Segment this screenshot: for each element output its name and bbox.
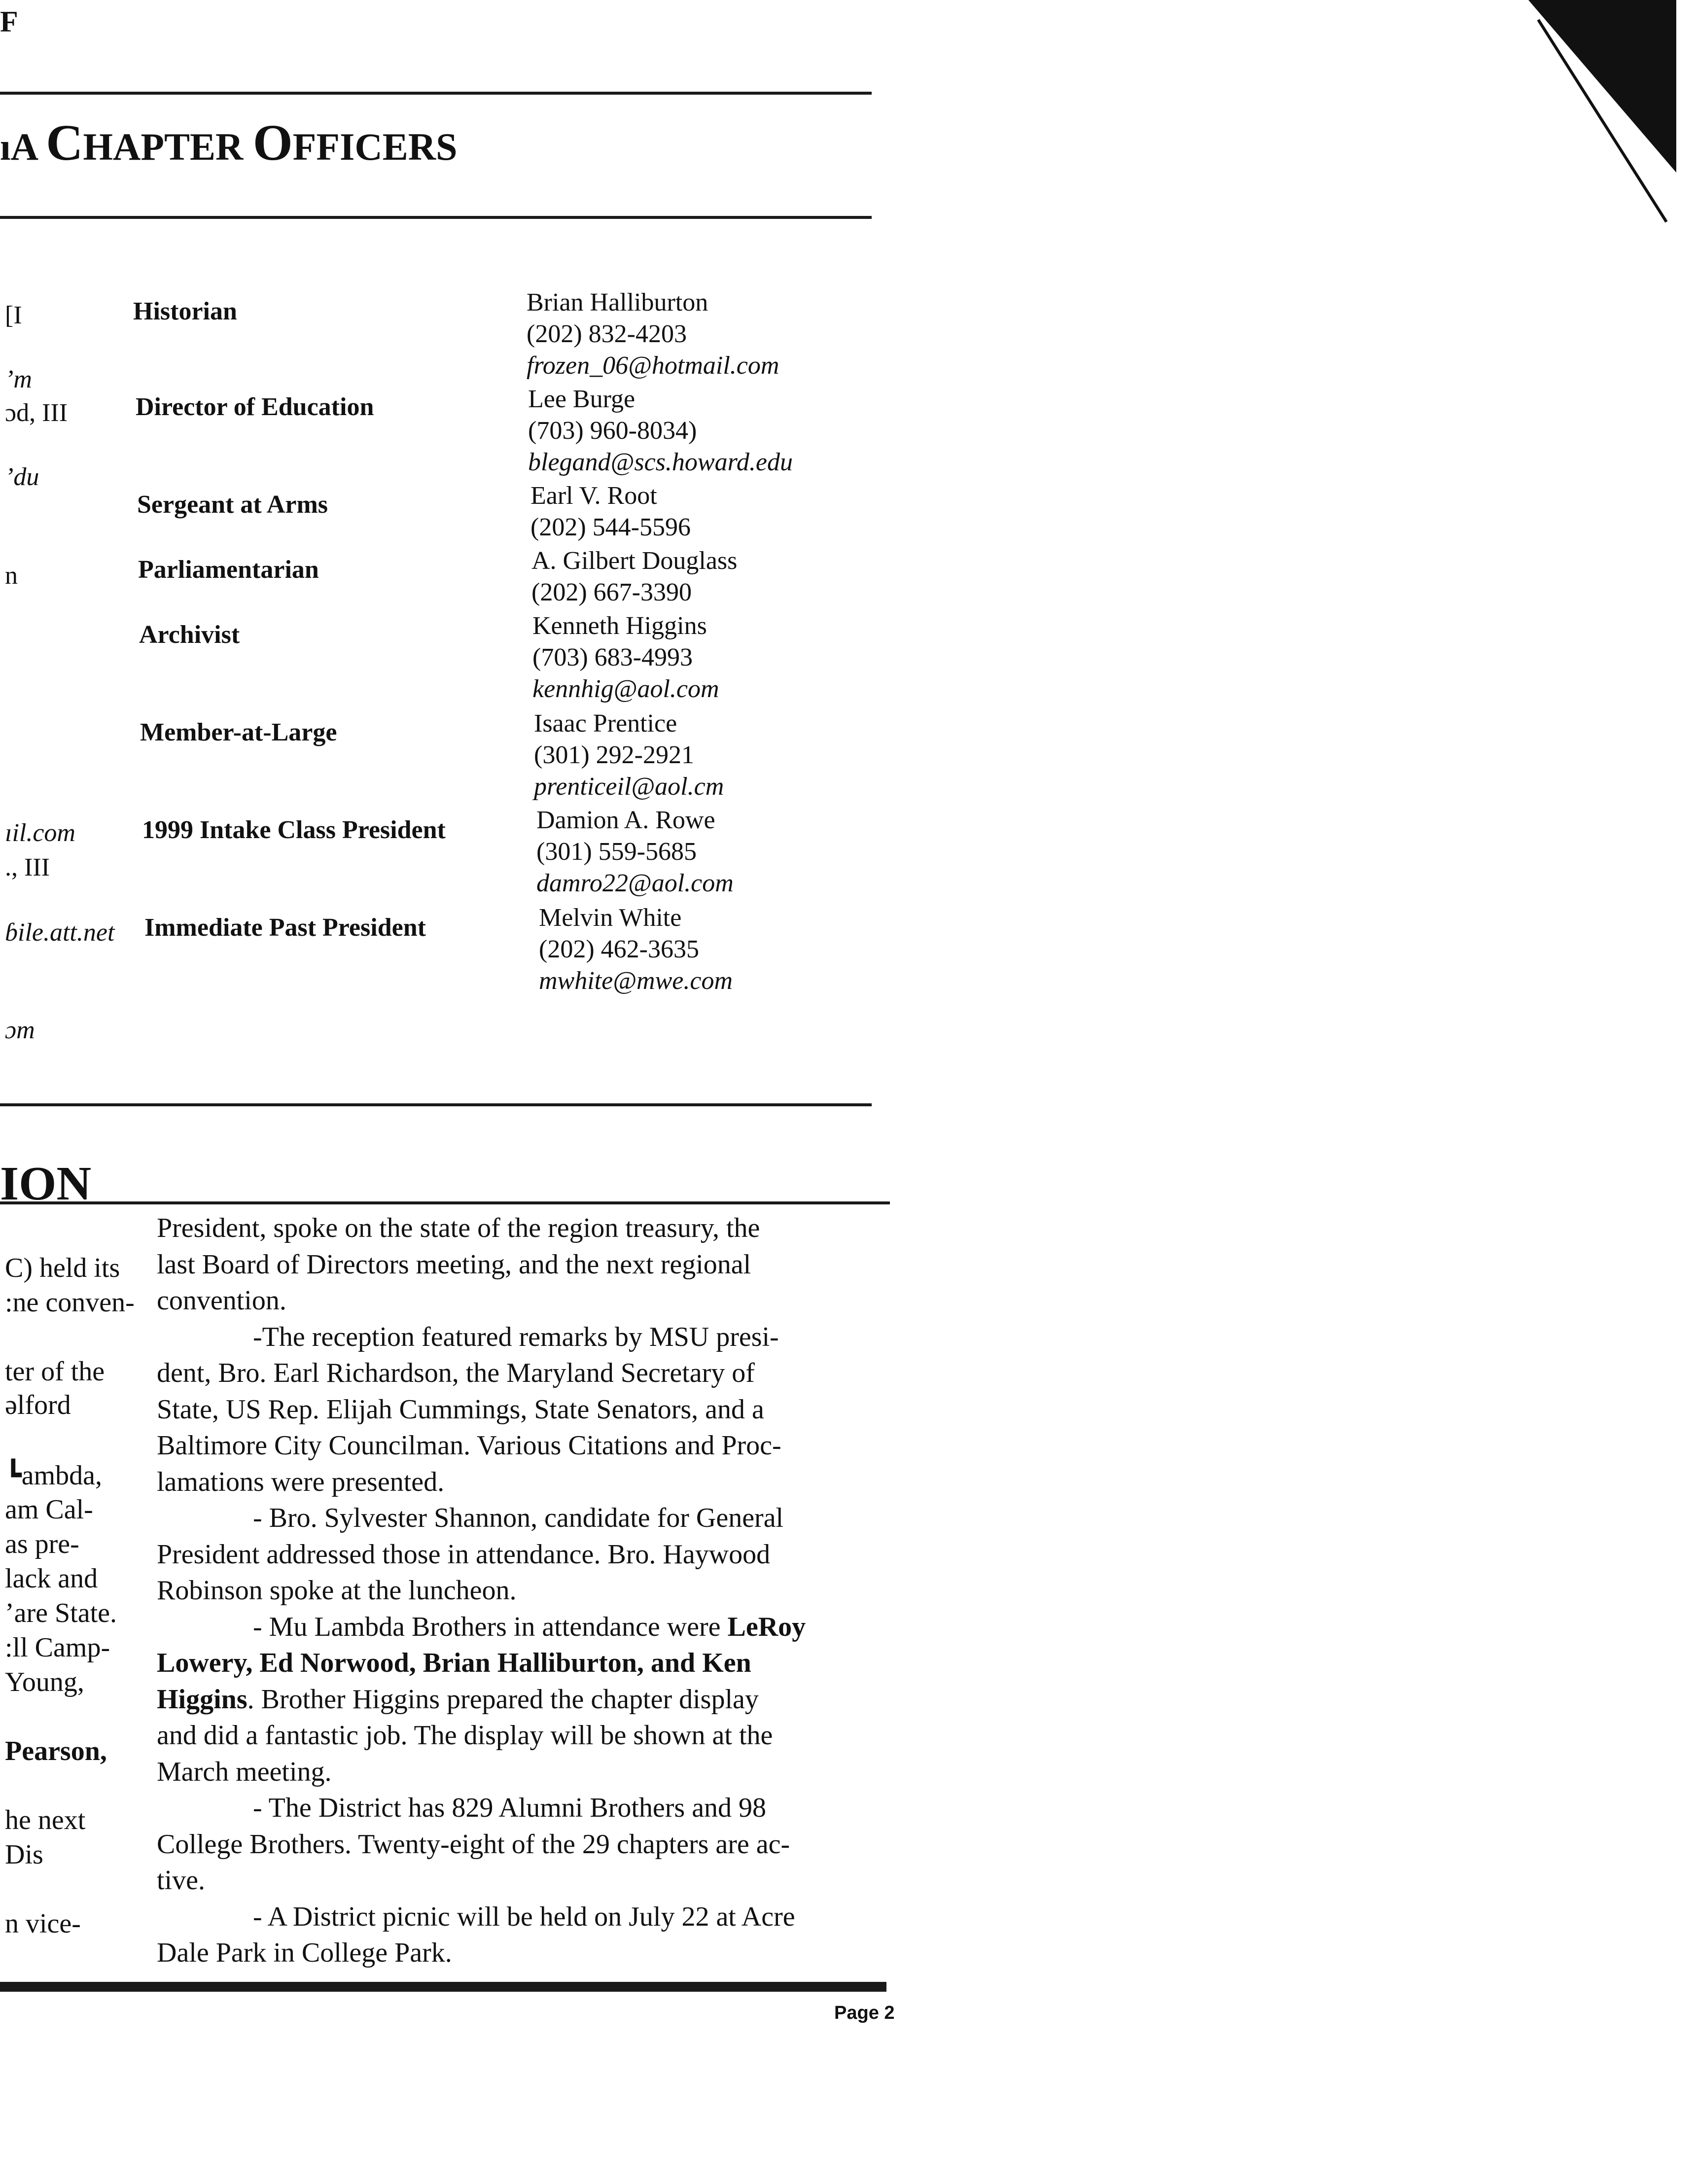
left-column-fragment: Pearson, bbox=[5, 1736, 107, 1766]
left-column-fragment: Young, bbox=[5, 1667, 84, 1697]
corner-mark: F bbox=[0, 5, 18, 38]
body-line: Dale Park in College Park. bbox=[157, 1937, 452, 1968]
title-prefix: ıA bbox=[0, 125, 36, 168]
officer-role: 1999 Intake Class President bbox=[142, 816, 446, 844]
officer-name: Lee Burge bbox=[528, 385, 636, 413]
officer-phone: (202) 544-5596 bbox=[530, 513, 691, 541]
officer-phone: (202) 462-3635 bbox=[539, 935, 699, 963]
body-line: - The District has 829 Alumni Brothers and 98 bbox=[253, 1793, 767, 1823]
article-body bbox=[157, 1210, 886, 1972]
officer-phone: (703) 683-4993 bbox=[532, 643, 693, 671]
body-line: President addressed those in attendance. Bro. Haywood bbox=[157, 1539, 771, 1570]
triangle-shape bbox=[1528, 0, 1676, 173]
body-line bbox=[157, 1609, 886, 1646]
left-fragment: [I bbox=[5, 301, 22, 329]
body-line: and did a fantastic job. The display will be shown at the bbox=[157, 1720, 773, 1751]
body-line: Robinson spoke at the luncheon. bbox=[157, 1575, 517, 1606]
body-line: Baltimore City Councilman. Various Citations and Proc- bbox=[157, 1430, 781, 1461]
body-bold-name: Higgins bbox=[157, 1684, 247, 1715]
officer-contact bbox=[527, 287, 779, 382]
officer-contact bbox=[530, 480, 691, 543]
left-column-fragment: he next bbox=[5, 1805, 86, 1835]
officer-email: prenticeil@aol.cm bbox=[534, 773, 724, 801]
officer-email: frozen_06@hotmail.com bbox=[527, 352, 779, 380]
left-column-fragment: ┗ambda, bbox=[5, 1460, 102, 1491]
officer-contact bbox=[528, 384, 793, 478]
officer-phone: (301) 292-2921 bbox=[534, 741, 694, 769]
footer-rule bbox=[0, 1982, 886, 1992]
left-fragment: ɔd, III bbox=[5, 399, 68, 427]
officer-contact bbox=[534, 708, 724, 803]
left-fragment: ɔm bbox=[5, 1016, 35, 1044]
officer-name: Brian Halliburton bbox=[527, 288, 708, 317]
left-column-fragment: am Cal- bbox=[5, 1494, 93, 1525]
body-line: Lowery, Ed Norwood, Brian Halliburton, and Ken bbox=[157, 1648, 751, 1678]
left-column-fragment: C) held its bbox=[5, 1253, 120, 1283]
officer-role: Member-at-Large bbox=[140, 718, 337, 746]
officer-phone: (202) 832-4203 bbox=[527, 320, 687, 348]
officer-email: blegand@scs.howard.edu bbox=[528, 448, 793, 476]
body-line: -The reception featured remarks by MSU presi- bbox=[253, 1321, 779, 1352]
page-title bbox=[0, 113, 457, 172]
title-letter-o: O bbox=[252, 114, 293, 171]
body-line: last Board of Directors meeting, and the next regional bbox=[157, 1249, 751, 1280]
left-fragment: n bbox=[5, 562, 18, 590]
page-number: Page 2 bbox=[834, 2003, 895, 2023]
body-line: College Brothers. Twenty-eight of the 29 chapters are ac- bbox=[157, 1829, 790, 1860]
body-line: - A District picnic will be held on July 22 at Acre bbox=[253, 1901, 795, 1932]
left-fragment: ıil.com bbox=[5, 819, 75, 847]
officer-email: mwhite@mwe.com bbox=[539, 967, 733, 995]
left-column-fragment: əlford bbox=[5, 1390, 71, 1420]
left-column-fragment: as pre- bbox=[5, 1529, 79, 1559]
title-letter-c: C bbox=[46, 114, 83, 171]
officer-contact bbox=[531, 545, 737, 608]
body-line: convention. bbox=[157, 1285, 286, 1316]
left-column-fragment: Dis bbox=[5, 1839, 43, 1870]
body-line: tive. bbox=[157, 1865, 205, 1896]
section2-title: ION bbox=[0, 1157, 92, 1210]
left-column-fragment: ’are State. bbox=[5, 1598, 117, 1628]
section2-title-rule bbox=[0, 1201, 890, 1204]
body-text: . Brother Higgins prepared the chapter display bbox=[247, 1684, 759, 1715]
officer-name: A. Gilbert Douglass bbox=[531, 547, 738, 575]
title-word-fficers: FFICERS bbox=[292, 125, 458, 168]
body-text: - Mu Lambda Brothers in attendance were bbox=[253, 1611, 728, 1642]
body-line: dent, Bro. Earl Richardson, the Maryland Secretary of bbox=[157, 1358, 755, 1388]
officer-role: Historian bbox=[133, 297, 237, 325]
left-column-fragment: :ne conven- bbox=[5, 1287, 135, 1318]
body-line: State, US Rep. Elijah Cummings, State Senators, and a bbox=[157, 1394, 764, 1425]
left-fragment: ɓile.att.net bbox=[5, 918, 115, 947]
left-column-fragment: n vice- bbox=[5, 1908, 81, 1939]
officer-phone: (301) 559-5685 bbox=[536, 838, 697, 866]
corner-triangle-artifact bbox=[1519, 0, 1696, 237]
body-line: lamations were presented. bbox=[157, 1466, 445, 1497]
officer-role: Archivist bbox=[139, 621, 240, 649]
body-line bbox=[157, 1682, 886, 1718]
officer-name: Isaac Prentice bbox=[534, 709, 677, 738]
officer-name: Kenneth Higgins bbox=[532, 612, 707, 640]
officer-contact bbox=[536, 805, 734, 899]
left-fragment: ., III bbox=[5, 853, 50, 881]
officer-name: Melvin White bbox=[539, 904, 682, 932]
left-column-fragment: lack and bbox=[5, 1563, 98, 1594]
top-rule bbox=[0, 92, 872, 95]
left-fragment: ’m bbox=[5, 365, 32, 393]
officer-role: Director of Education bbox=[136, 393, 374, 421]
officer-contact bbox=[539, 902, 733, 997]
officer-name: Earl V. Root bbox=[530, 482, 657, 510]
officer-role: Parliamentarian bbox=[138, 556, 319, 584]
officer-role: Immediate Past President bbox=[144, 914, 426, 942]
officer-phone: (202) 667-3390 bbox=[531, 578, 692, 606]
officer-role: Sergeant at Arms bbox=[137, 491, 328, 519]
officer-phone: (703) 960-8034) bbox=[528, 417, 697, 445]
body-line: March meeting. bbox=[157, 1756, 332, 1787]
left-column-fragment: ter of the bbox=[5, 1356, 105, 1387]
officer-contact bbox=[532, 610, 719, 705]
title-bottom-rule bbox=[0, 216, 872, 219]
left-column-fragment: :ll Camp- bbox=[5, 1632, 110, 1663]
body-line: - Bro. Sylvester Shannon, candidate for General bbox=[253, 1503, 784, 1533]
officer-email: damro22@aol.com bbox=[536, 869, 734, 897]
left-fragment: ’du bbox=[5, 463, 39, 491]
title-word-hapter: HAPTER bbox=[83, 125, 244, 168]
officer-email: kennhig@aol.com bbox=[532, 675, 719, 703]
body-bold-name: LeRoy bbox=[727, 1611, 806, 1642]
officers-bottom-rule bbox=[0, 1103, 872, 1106]
officer-name: Damion A. Rowe bbox=[536, 806, 715, 834]
body-line: President, spoke on the state of the region treasury, the bbox=[157, 1213, 760, 1243]
